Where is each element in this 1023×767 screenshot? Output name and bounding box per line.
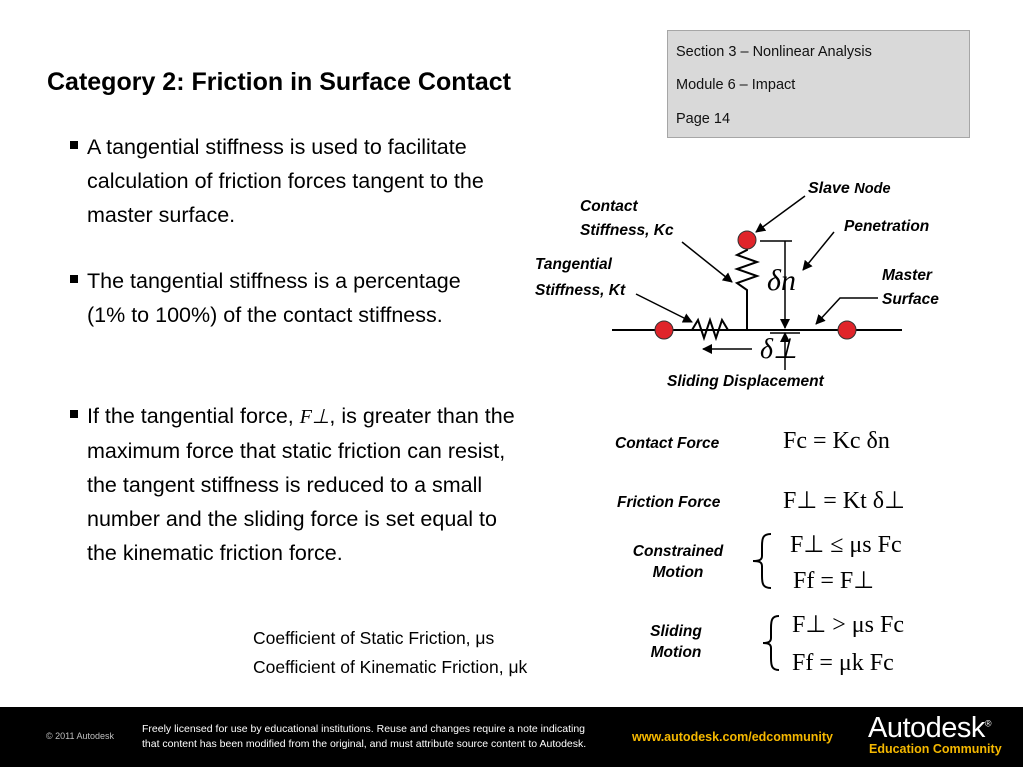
slave-node <box>738 231 756 249</box>
constrained-brace-icon <box>745 530 775 592</box>
bullet-1 <box>70 130 520 232</box>
section-label: Section 3 – Nonlinear Analysis <box>676 44 872 60</box>
education-community-label: Education Community <box>869 742 1002 756</box>
license-text: Freely licensed for use by educational institutions. Reuse and changes require a note indicating that content has been modified from the original, and must attribute source content to Autodesk. <box>142 723 587 750</box>
slave-node-label: Slave Node <box>808 180 891 197</box>
bullet-2-text: The tangential stiffness is a percentage (1% to 100%) of the contact stiffness. <box>87 269 461 327</box>
tangential-stiffness-label-1: Tangential <box>535 256 612 273</box>
slide-title: Category 2: Friction in Surface Contact <box>47 68 511 96</box>
sliding-equation-2: Ff = μk Fc <box>792 650 894 676</box>
coef-static: Coefficient of Static Friction, μs <box>253 628 495 648</box>
module-label: Module 6 – Impact <box>676 77 796 93</box>
penetration-label: Penetration <box>844 218 930 235</box>
contact-spring <box>737 241 757 330</box>
bullet-1-text: A tangential stiffness is used to facilitate calculation of friction forces tangent to the master surface. <box>87 135 484 227</box>
master-node-left <box>655 321 673 339</box>
coef-kinematic: Coefficient of Kinematic Friction, μk <box>253 657 528 677</box>
contact-force-equation: Fc = Kc δn <box>783 428 890 454</box>
contact-stiffness-label-1: Contact <box>580 198 638 215</box>
delta-n-symbol: δn <box>767 264 796 297</box>
bullet-square-icon <box>70 275 78 283</box>
friction-force-label: Friction Force <box>617 494 721 511</box>
sliding-equation-1: F⊥ > μs Fc <box>792 612 904 638</box>
bullet-3-text: If the tangential force, F⊥, is greater than the maximum force that static friction can resist, the tangent stiffness is reduced to a small number and the sliding force is set equal to the kinematic friction force. <box>87 404 515 565</box>
sliding-brace-icon <box>755 612 785 674</box>
constrained-motion-label: Constrained Motion <box>632 543 724 581</box>
bullet-2 <box>70 264 490 332</box>
bullet-3 <box>70 399 520 570</box>
sliding-displacement-label: Sliding Displacement <box>667 373 824 390</box>
tangential-stiffness-label-2: Stiffness, Kt <box>535 282 626 299</box>
bullet-square-icon <box>70 141 78 149</box>
delta-perp-symbol: δ⊥ <box>760 334 798 365</box>
master-surface-label-2: Surface <box>882 291 939 308</box>
bullet-square-icon <box>70 410 78 418</box>
f-perp-symbol: F⊥ <box>299 406 330 428</box>
constrained-equation-1: F⊥ ≤ μs Fc <box>790 532 902 558</box>
constrained-equation-2: Ff = F⊥ <box>793 568 875 594</box>
page-label: Page 14 <box>676 111 731 127</box>
contact-stiffness-label-2: Stiffness, Kc <box>580 222 674 239</box>
copyright-text: © 2011 Autodesk <box>46 731 115 741</box>
sliding-motion-label: Sliding Motion <box>650 623 702 661</box>
edcommunity-link[interactable]: www.autodesk.com/edcommunity <box>632 730 833 744</box>
autodesk-logo: Autodesk® <box>868 712 992 744</box>
master-surface-label-1: Master <box>882 267 932 284</box>
friction-force-equation: F⊥ = Kt δ⊥ <box>783 488 906 514</box>
master-node-right <box>838 321 856 339</box>
section-info-box <box>667 30 970 138</box>
contact-force-label: Contact Force <box>615 435 720 452</box>
